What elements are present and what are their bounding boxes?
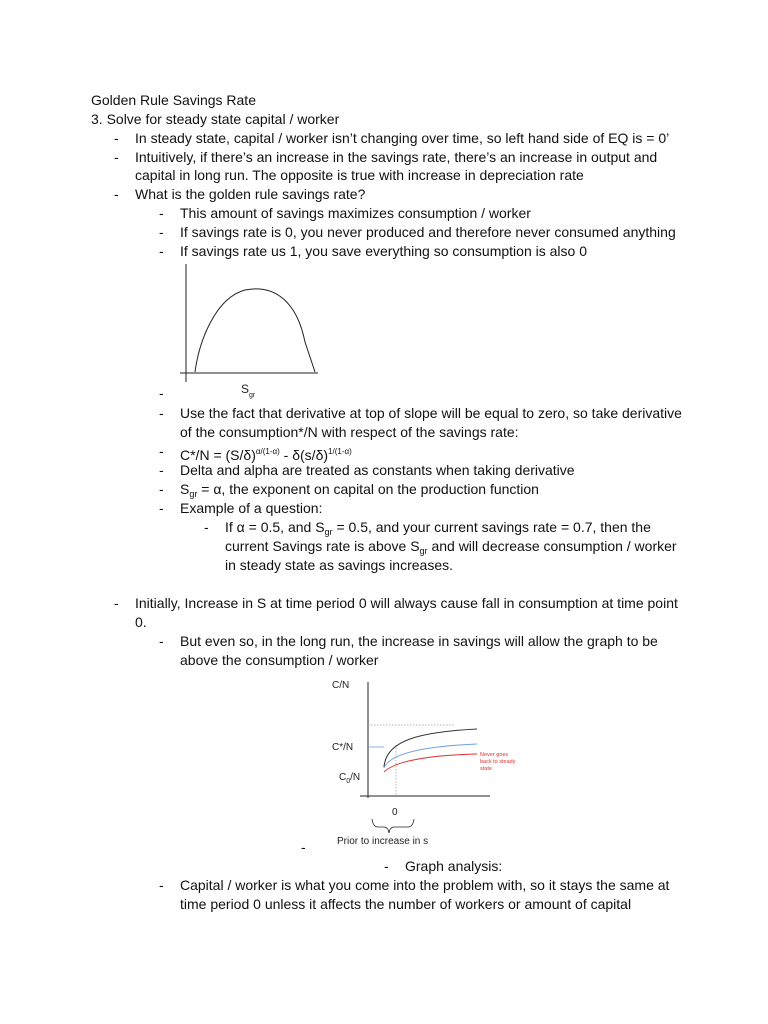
bullet-dash: - <box>114 130 119 146</box>
never-goes-note-line3: state <box>480 766 492 772</box>
bullet-dash: - <box>159 500 164 516</box>
consumption-time-graph <box>320 672 550 852</box>
section-heading: 3. Solve for steady state capital / worker <box>91 111 340 127</box>
brace <box>372 819 414 833</box>
example-line2: current Savings rate is above $S_{gr}$ and will decrease consumption / worker <box>225 538 677 556</box>
long-run-text-line1: But even so, in the long run, the increase in savings will allow the graph to be <box>180 633 658 649</box>
golden-rule-question: What is the golden rule savings rate? <box>135 186 366 202</box>
bullet-dash: - <box>301 839 306 855</box>
red-curve <box>384 754 477 772</box>
zero-label: 0 <box>392 807 398 818</box>
never-goes-note-line1: Never goes <box>480 752 509 758</box>
example-line3: in steady state as savings increases. <box>225 557 454 573</box>
never-goes-note-line2: back to steady <box>480 759 516 765</box>
bullet-dash: - <box>159 443 164 459</box>
bullet-dash: - <box>114 186 119 202</box>
bullet-dash: - <box>159 243 164 259</box>
bullet-dash: - <box>159 224 164 240</box>
savings-one-text: If savings rate us 1, you save everything so consumption is also 0 <box>180 243 587 259</box>
bullet-dash: - <box>159 481 164 497</box>
intuition-text-line1: Intuitively, if there’s an increase in the savings rate, there’s an increase in output and <box>135 149 658 165</box>
bullet-dash: - <box>159 405 164 421</box>
y-axis-label: C/N <box>332 680 350 691</box>
consumption-formula: $C*/N = (S/\delta)^{\alpha/(1-\alpha)} - \delta(s/\delta)^{1/(1-\alpha)}$ <box>180 447 352 463</box>
page-title: Golden Rule Savings Rate <box>91 92 256 108</box>
bullet-dash: - <box>204 519 209 535</box>
prior-label: Prior to increase in s <box>337 836 429 847</box>
bullet-dash: - <box>114 595 119 611</box>
constants-text: Delta and alpha are treated as constants when taking derivative <box>180 462 575 478</box>
sgr-label: $S_{gr}$ <box>241 382 256 399</box>
bullet-dash: - <box>159 633 164 649</box>
sgr-equals-alpha: $S_{gr} = \alpha$, the exponent on capital on the production function <box>180 481 539 499</box>
cstar-label: C*/N <box>332 742 354 753</box>
golden-rule-graph <box>175 262 325 402</box>
graph-analysis-label: Graph analysis: <box>405 858 503 874</box>
consumption-curve <box>195 289 315 372</box>
capital-text-line1: Capital / worker is what you come into the problem with, so it stays the same at <box>180 877 670 893</box>
initially-text-line1: Initially, Increase in S at time period 0 will always cause fall in consumption at time point <box>135 595 678 611</box>
derivative-text-line1: Use the fact that derivative at top of slope will be equal to zero, so take derivative <box>180 405 682 421</box>
bullet-dash: - <box>159 385 164 401</box>
bullet-dash: - <box>159 877 164 893</box>
bullet-dash: - <box>159 205 164 221</box>
bullet-dash: - <box>384 858 389 874</box>
derivative-text-line2: of the consumption*/N with respect of the savings rate: <box>180 424 519 440</box>
long-run-text-line2: above the consumption / worker <box>180 652 379 668</box>
initially-text-line2: 0. <box>135 614 147 630</box>
example-line1: If α = 0.5, and $S_{gr} = 0.5$, and your current savings rate = 0.7, then the <box>225 519 651 537</box>
example-heading: Example of a question: <box>180 500 323 516</box>
c0-label: $C_0/N$ <box>339 772 361 785</box>
capital-text-line2: time period 0 unless it affects the number of workers or amount of capital <box>180 896 632 912</box>
steady-state-text: In steady state, capital / worker isn’t changing over time, so left hand side of EQ is = 0’ <box>135 130 670 146</box>
maximizes-text: This amount of savings maximizes consumption / worker <box>180 205 531 221</box>
bullet-dash: - <box>114 149 119 165</box>
savings-zero-text: If savings rate is 0, you never produced and therefore never consumed anything <box>180 224 676 240</box>
bullet-dash: - <box>159 462 164 478</box>
intuition-text-line2: capital in long run. The opposite is true with increase in depreciation rate <box>135 167 584 183</box>
